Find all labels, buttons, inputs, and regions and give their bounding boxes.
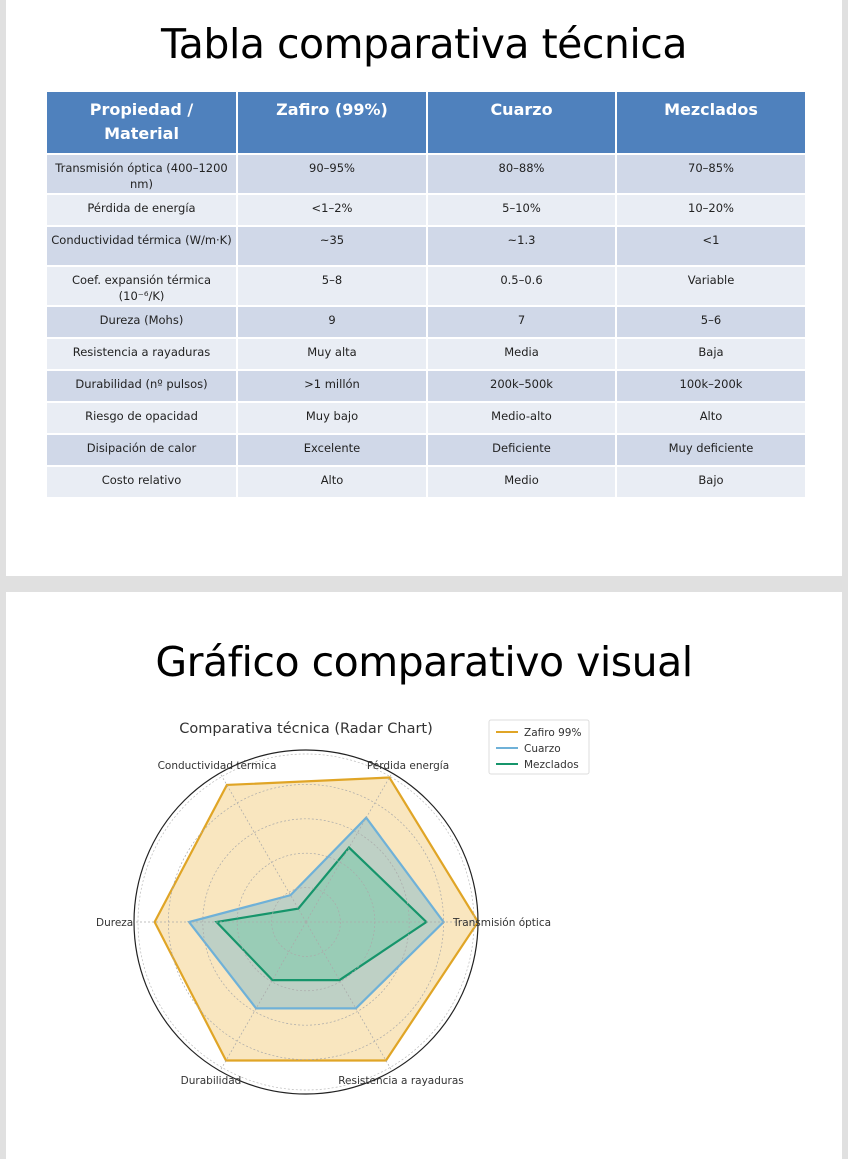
value-cell: <1 — [616, 226, 805, 266]
property-cell: Pérdida de energía — [47, 194, 237, 226]
table-row — [47, 402, 805, 434]
header-cuarzo: Cuarzo — [427, 92, 616, 154]
slide-table — [6, 0, 842, 576]
value-cell: 7 — [427, 306, 616, 338]
chart-title: Comparativa técnica (Radar Chart) — [179, 721, 433, 737]
value-cell: Excelente — [237, 434, 427, 466]
table-row — [47, 466, 805, 498]
property-cell: Resistencia a rayaduras — [47, 338, 237, 370]
value-cell: Bajo — [616, 466, 805, 498]
axis-label: Durabilidad — [180, 1075, 242, 1087]
value-cell: 200k–500k — [427, 370, 616, 402]
value-cell: Deficiente — [427, 434, 616, 466]
value-cell: 90–95% — [237, 154, 427, 194]
slide-chart — [6, 592, 842, 1159]
slide-title: Gráfico comparativo visual — [155, 638, 693, 686]
table-row — [47, 266, 805, 306]
value-cell: ~1.3 — [427, 226, 616, 266]
legend-label: Zafiro 99% — [524, 727, 582, 739]
value-cell: Medio-alto — [427, 402, 616, 434]
slide-title: Tabla comparativa técnica — [161, 20, 687, 68]
legend-label: Cuarzo — [524, 743, 561, 755]
value-cell: Alto — [237, 466, 427, 498]
value-cell: Medio — [427, 466, 616, 498]
value-cell: 5–10% — [427, 194, 616, 226]
value-cell: 0.5–0.6 — [427, 266, 616, 306]
table-row — [47, 226, 805, 266]
property-cell: Conductividad térmica (W/m·K) — [47, 226, 237, 266]
axis-label: Conductividad térmica — [157, 760, 277, 772]
value-cell: Muy alta — [237, 338, 427, 370]
value-cell: 9 — [237, 306, 427, 338]
radar-chart — [6, 592, 842, 1159]
table-row — [47, 370, 805, 402]
table-row — [47, 154, 805, 194]
table-row — [47, 306, 805, 338]
comparison-table — [47, 92, 805, 499]
property-cell: Costo relativo — [47, 466, 237, 498]
axis-label: Pérdida energía — [366, 760, 450, 772]
property-cell: Coef. expansión térmica (10⁻⁶/K) — [47, 266, 237, 306]
table-header-row — [47, 92, 805, 154]
legend-label: Mezclados — [524, 759, 579, 771]
value-cell: Variable — [616, 266, 805, 306]
value-cell: 5–6 — [616, 306, 805, 338]
property-cell: Durabilidad (nº pulsos) — [47, 370, 237, 402]
value-cell: Muy deficiente — [616, 434, 805, 466]
value-cell: <1–2% — [237, 194, 427, 226]
property-cell: Transmisión óptica (400–1200 nm) — [47, 154, 237, 194]
header-zafiro: Zafiro (99%) — [237, 92, 427, 154]
axis-label: Resistencia a rayaduras — [338, 1075, 464, 1087]
property-cell: Disipación de calor — [47, 434, 237, 466]
table-row — [47, 434, 805, 466]
value-cell: ~35 — [237, 226, 427, 266]
value-cell: 100k–200k — [616, 370, 805, 402]
value-cell: 10–20% — [616, 194, 805, 226]
value-cell: Alto — [616, 402, 805, 434]
radar-plot-area — [96, 750, 551, 1094]
axis-label: Transmisión óptica — [453, 917, 552, 929]
value-cell: Muy bajo — [237, 402, 427, 434]
header-mezclados: Mezclados — [616, 92, 805, 154]
table-row — [47, 194, 805, 226]
chart-legend — [489, 720, 589, 774]
value-cell: 70–85% — [616, 154, 805, 194]
property-cell: Riesgo de opacidad — [47, 402, 237, 434]
value-cell: 5–8 — [237, 266, 427, 306]
value-cell: >1 millón — [237, 370, 427, 402]
value-cell: Baja — [616, 338, 805, 370]
value-cell: 80–88% — [427, 154, 616, 194]
value-cell: Media — [427, 338, 616, 370]
property-cell: Dureza (Mohs) — [47, 306, 237, 338]
axis-label: Dureza — [96, 917, 134, 929]
table-row — [47, 338, 805, 370]
header-property: Propiedad / Material — [47, 92, 237, 154]
